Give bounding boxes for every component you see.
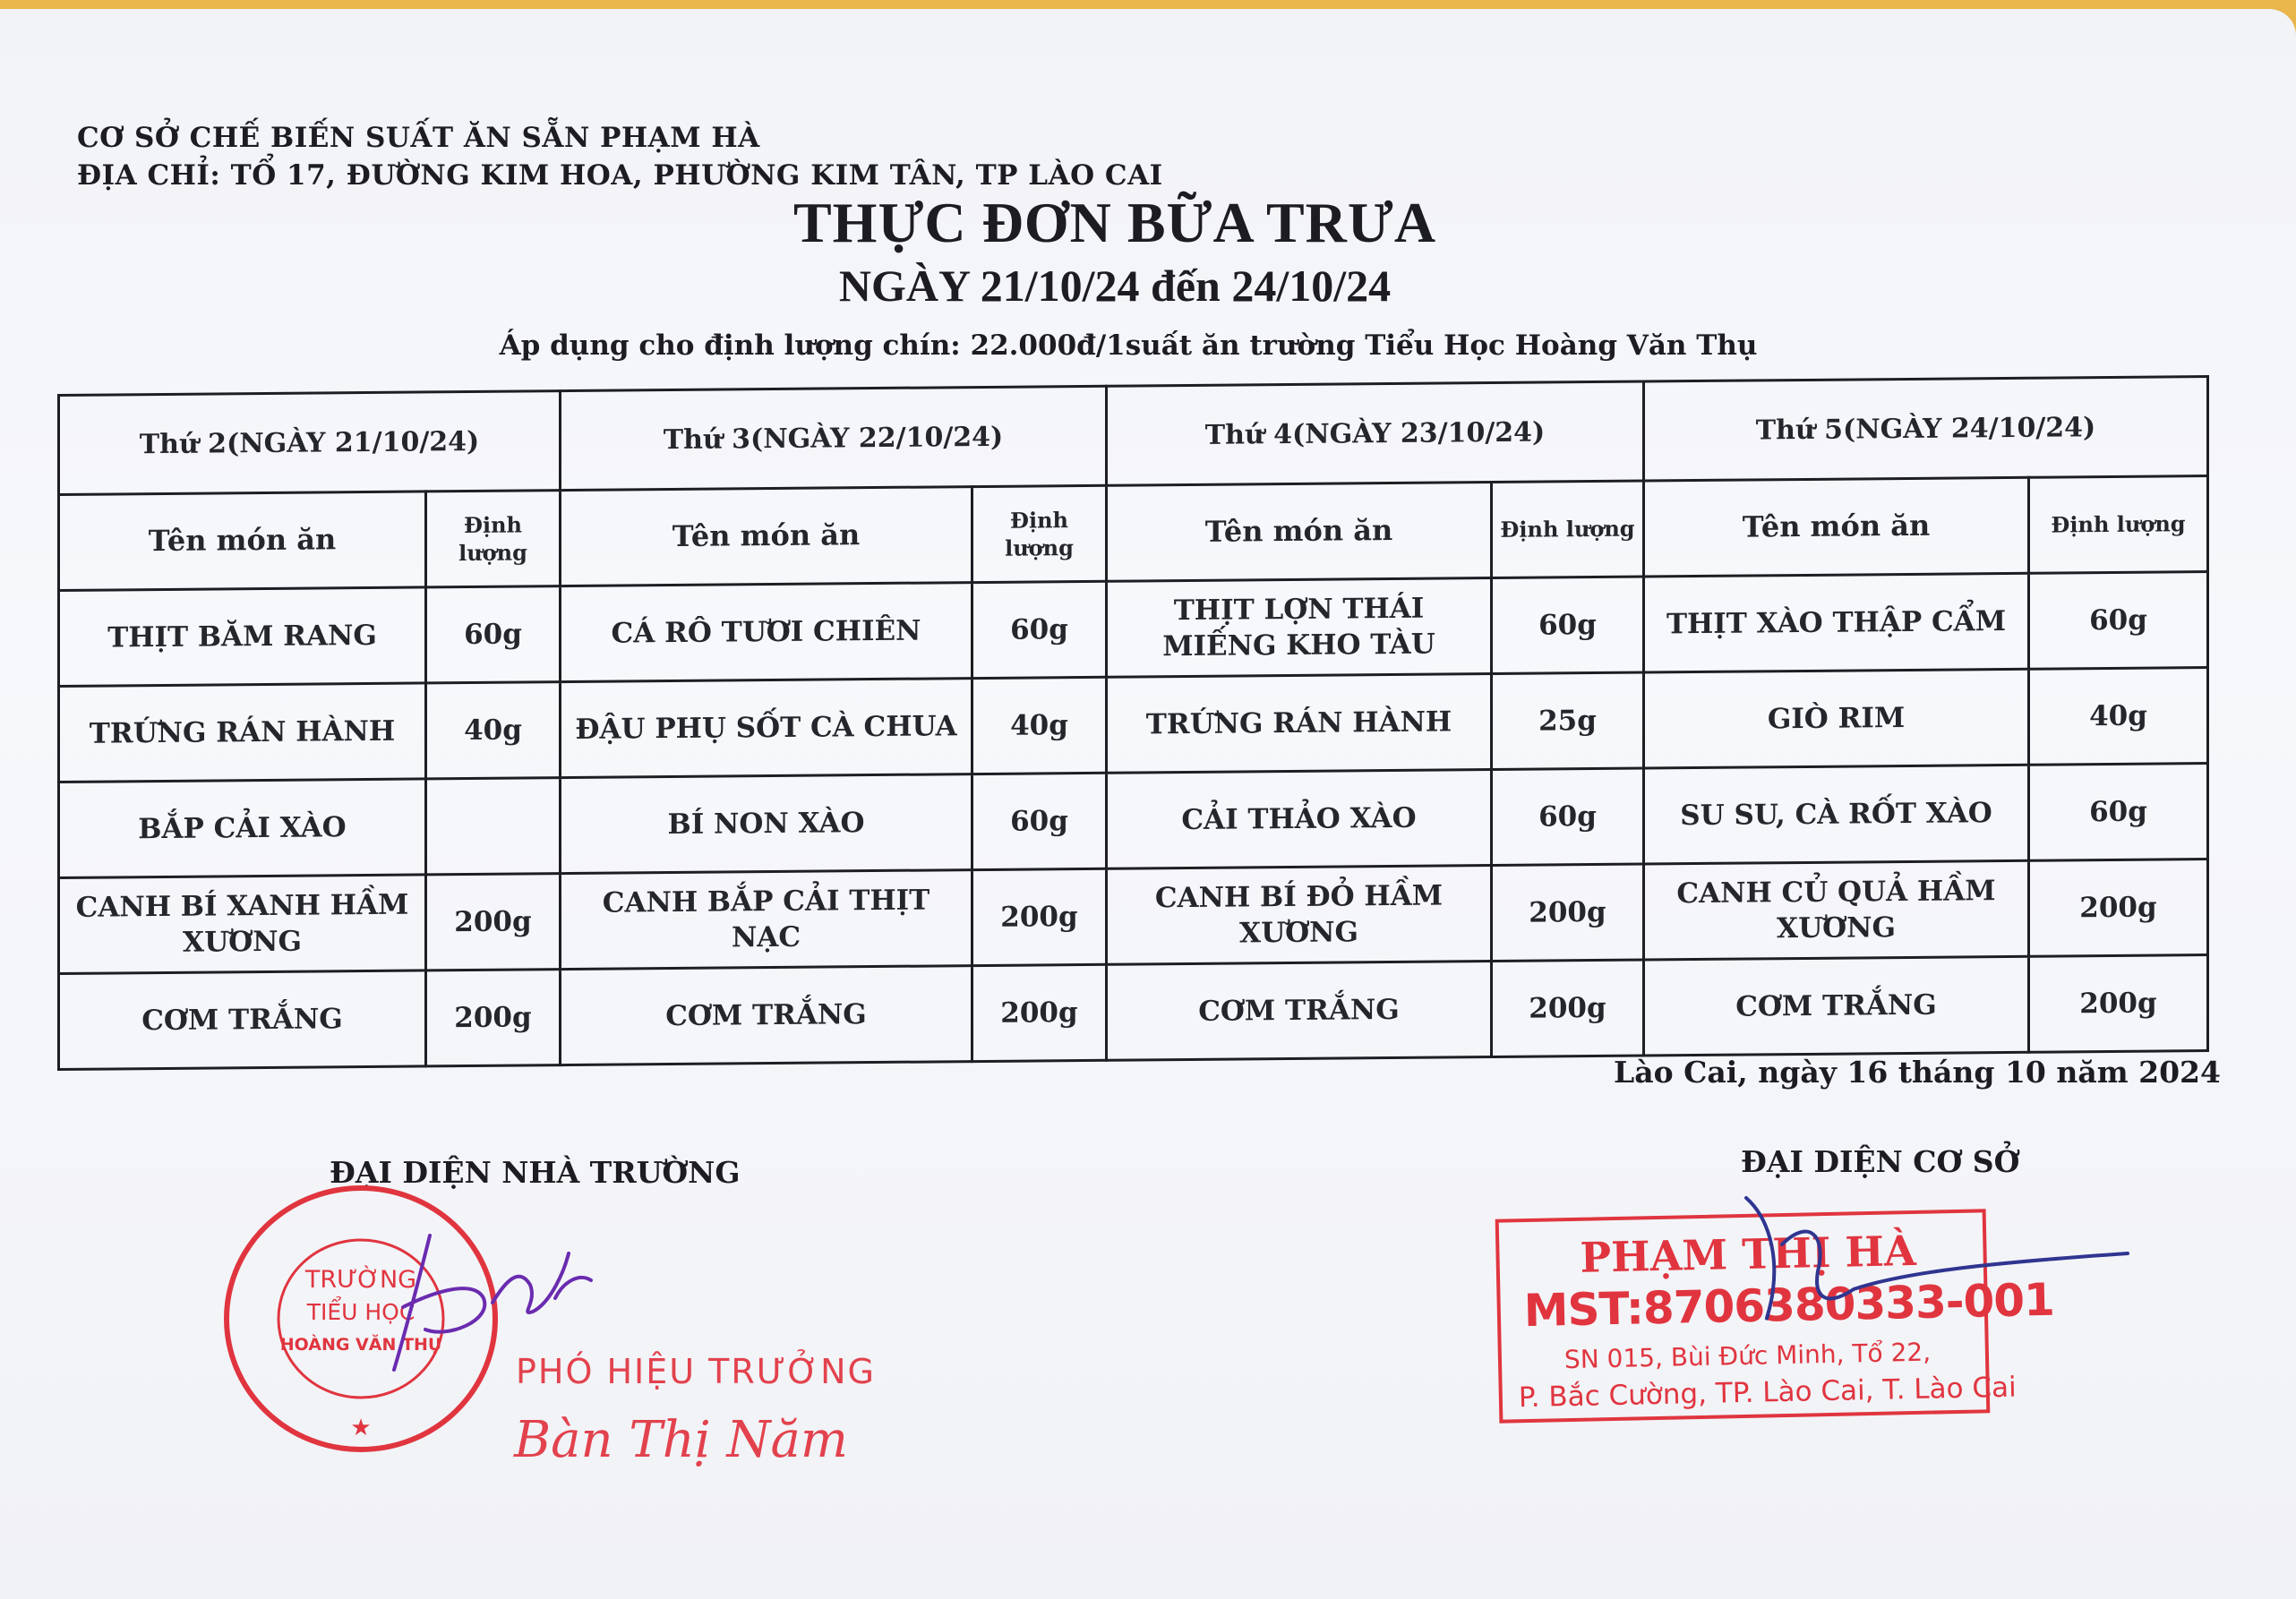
qty-cell: 200g [426,874,561,971]
table-row [59,668,2208,782]
day-header: Thứ 4(NGÀY 23/10/24) [1107,381,1644,485]
school-representative-label: ĐẠI DIỆN NHÀ TRƯỜNG [330,1155,741,1190]
dish-cell: CƠM TRẮNG [59,971,426,1070]
qty-cell: 200g [972,868,1107,965]
dish-cell: THỊT XÀO THẬP CẨM [1644,573,2029,672]
dish-cell: CANH BÍ XANH HẦM XƯƠNG [59,875,426,974]
table-row [59,764,2208,878]
dish-cell: CANH CỦ QUẢ HẦM XƯƠNG [1644,860,2029,960]
col-qty-header: Định lượng [972,485,1107,582]
table-row [59,859,2208,974]
column-header-row [59,476,2208,591]
col-dish-header: Tên món ăn [1107,483,1492,582]
qty-cell: 40g [972,677,1107,774]
vice-principal-title: PHÓ HIỆU TRƯỞNG [516,1352,876,1391]
dish-cell: THỊT BĂM RANG [59,587,426,687]
vice-principal-name: Bàn Thị Năm [514,1411,849,1469]
dish-cell: CẢI THẢO XÀO [1107,770,1492,869]
qty-cell: 200g [972,964,1107,1061]
stamp-tax-id: MST:8706380333-001 [1523,1273,2055,1338]
seal-line-2: TIỂU HỌC [306,1299,416,1325]
dish-cell: CÁ RÔ TƯƠI CHIÊN [561,583,972,682]
col-dish-header: Tên món ăn [561,487,972,586]
date-range: NGÀY 21/10/24 đến 24/10/24 [838,261,1392,311]
qty-cell: 200g [426,970,561,1066]
org-name: CƠ SỞ CHẾ BIẾN SUẤT ĂN SẴN PHẠM HÀ [77,122,760,154]
qty-cell: 60g [1492,768,1644,865]
qty-cell: 200g [1492,960,1644,1056]
dish-cell: CANH BÍ ĐỎ HẦM XƯƠNG [1107,866,1492,965]
dish-cell: THỊT LỢN THÁI MIẾNG KHO TÀU [1107,578,1492,678]
col-qty-header: Định lượng [2029,476,2208,574]
stamp-address-line-1: SN 015, Bùi Đức Minh, Tổ 22, [1564,1337,1932,1375]
qty-cell: 60g [2029,764,2208,861]
col-qty-header: Định lượng [426,491,561,587]
seal-line-3: HOÀNG VĂN THỤ [279,1335,442,1355]
base-representative-label: ĐẠI DIỆN CƠ SỞ [1741,1144,2020,1179]
dish-cell: TRỨNG RÁN HÀNH [59,683,426,782]
dish-cell: CƠM TRẮNG [1107,962,1492,1061]
page-title: THỰC ĐƠN BỮA TRƯA [792,191,1437,254]
dish-cell: CƠM TRẮNG [561,966,972,1065]
qty-cell: 60g [972,773,1107,869]
qty-cell: 40g [2029,668,2208,765]
dish-cell: BẮP CẢI XÀO [59,779,426,878]
dish-cell: SU SU, CÀ RỐT XÀO [1644,765,2029,864]
qty-cell: 25g [1492,672,1644,769]
day-header: Thứ 2(NGÀY 21/10/24) [59,391,561,495]
base-stamp [1495,1209,2055,1423]
svg-text:★: ★ [350,1415,372,1441]
day-header-row [59,377,2208,495]
col-dish-header: Tên món ăn [1644,477,2029,577]
qty-cell: 60g [1492,577,1644,673]
day-header: Thứ 5(NGÀY 24/10/24) [1644,377,2208,481]
place-and-date: Lào Cai, ngày 16 tháng 10 năm 2024 [1614,1055,2221,1090]
qty-cell: 60g [2029,572,2208,670]
col-dish-header: Tên món ăn [59,492,426,591]
qty-cell: 40g [426,682,561,779]
org-address: ĐỊA CHỈ: TỔ 17, ĐƯỜNG KIM HOA, PHƯỜNG KIM TÂN, TP LÀO CAI [77,159,1163,192]
qty-cell: 200g [1492,864,1644,961]
dish-cell: ĐẬU PHỤ SỐT CÀ CHUA [561,679,972,778]
stamp-address-line-2: P. Bắc Cường, TP. Lào Cai, T. Lào Cai [1518,1371,2018,1415]
applies-to-note: Áp dụng cho định lượng chín: 22.000đ/1suất ăn trường Tiểu Học Hoàng Văn Thụ [499,329,1758,362]
dish-cell: CƠM TRẮNG [1644,956,2029,1056]
school-seal-stamp [213,1175,509,1463]
qty-cell: 60g [426,586,561,683]
seal-line-1: TRƯỜNG [304,1266,417,1294]
dish-cell: BÍ NON XÀO [561,774,972,874]
qty-cell: 60g [972,581,1107,678]
qty-cell: 200g [2029,955,2208,1053]
dish-cell: GIÒ RIM [1644,669,2029,768]
table-row [59,572,2208,687]
qty-cell [426,778,561,875]
stamp-name: PHẠM THỊ HÀ [1580,1226,1917,1282]
qty-cell: 200g [2029,859,2208,957]
col-qty-header: Định lượng [1492,481,1644,577]
day-header: Thứ 3(NGÀY 22/10/24) [561,386,1107,490]
dish-cell: TRỨNG RÁN HÀNH [1107,674,1492,774]
dish-cell: CANH BẮP CẢI THỊT NẠC [561,870,972,970]
table-row [59,955,2208,1070]
menu-table [57,375,2209,1071]
